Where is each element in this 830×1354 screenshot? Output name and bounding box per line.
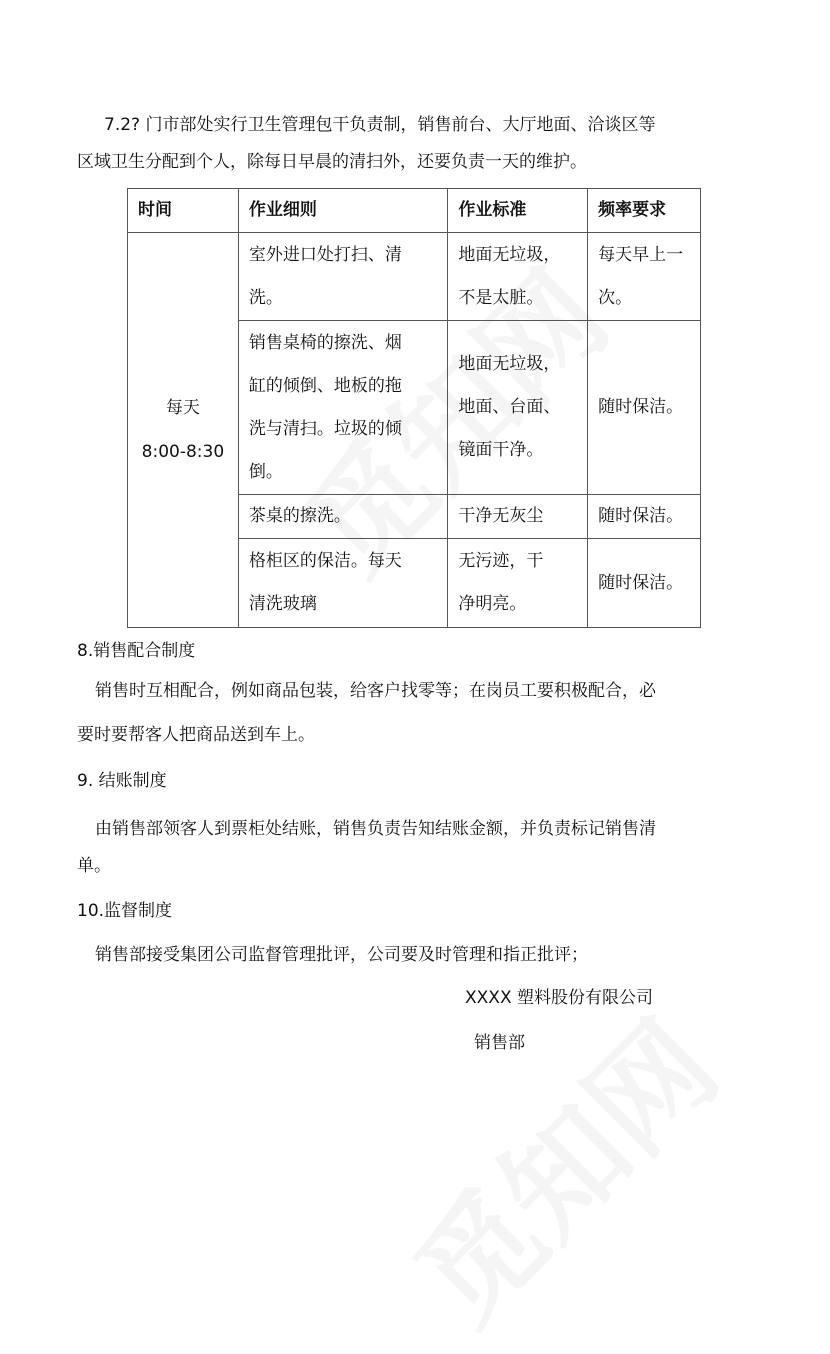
section-text: 要时要帮客人把商品送到车上。	[77, 725, 315, 745]
cleaning-schedule-table	[127, 188, 701, 628]
table-header-row	[128, 189, 701, 233]
section-text: 由销售部领客人到票柜处结账，销售负责告知结账金额，并负责标记销售清	[95, 819, 656, 839]
section-text: 销售时互相配合，例如商品包装，给客户找零等；在岗员工要积极配合，必	[95, 681, 656, 701]
frequency-cell: 随时保洁。	[588, 321, 701, 495]
detail-cell: 茶桌的擦洗。	[238, 495, 448, 539]
header-detail: 作业细则	[238, 189, 448, 233]
signature-department: 销售部	[474, 1033, 525, 1053]
section-heading: 8.销售配合制度	[77, 641, 196, 661]
section-heading: 9. 结账制度	[77, 771, 167, 791]
intro-line-2: 区域卫生分配到个人，除每日早晨的清扫外，还要负责一天的维护。	[77, 152, 587, 172]
intro-line-1: 7.2? 门市部处实行卫生管理包干负责制，销售前台、大厅地面、洽谈区等	[104, 115, 656, 135]
section-text: 单。	[77, 856, 111, 876]
watermark	[372, 978, 748, 1354]
table-row	[128, 233, 701, 321]
detail-cell: 格柜区的保洁。每天 清洗玻璃	[238, 539, 448, 628]
header-frequency: 频率要求	[588, 189, 701, 233]
detail-cell: 室外进口处打扫、清 洗。	[238, 233, 448, 321]
frequency-cell: 每天早上一 次。	[588, 233, 701, 321]
time-cell: 每天 8:00-8:30	[128, 233, 239, 628]
frequency-cell: 随时保洁。	[588, 539, 701, 628]
signature-company: XXXX 塑料股份有限公司	[465, 988, 653, 1008]
frequency-cell: 随时保洁。	[588, 495, 701, 539]
section-text: 销售部接受集团公司监督管理批评，公司要及时管理和指正批评；	[95, 945, 588, 965]
standard-cell: 干净无灰尘	[448, 495, 588, 539]
header-time: 时间	[128, 189, 239, 233]
detail-cell: 销售桌椅的擦洗、烟 缸的倾倒、地板的拖 洗与清扫。垃圾的倾 倒。	[238, 321, 448, 495]
standard-cell: 无污迹，干 净明亮。	[448, 539, 588, 628]
section-heading: 10.监督制度	[77, 901, 173, 921]
standard-cell: 地面无垃圾， 不是太脏。	[448, 233, 588, 321]
header-standard: 作业标准	[448, 189, 588, 233]
standard-cell: 地面无垃圾， 地面、台面、 镜面干净。	[448, 321, 588, 495]
